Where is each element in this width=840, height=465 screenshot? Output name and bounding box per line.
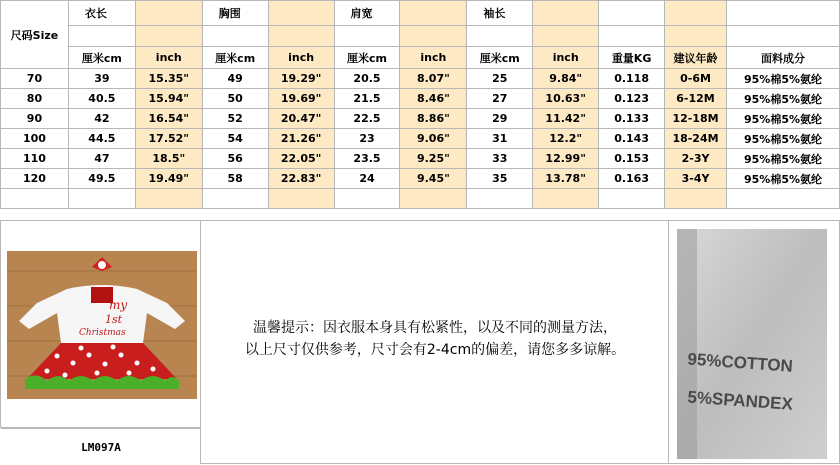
spacer-cell — [68, 26, 135, 47]
empty-cell — [533, 189, 599, 209]
measure-value: 19.49" — [135, 169, 202, 189]
measure-value: 56 — [202, 149, 268, 169]
spacer-cell — [467, 26, 533, 47]
measure-value: 9.84" — [533, 69, 599, 89]
group-age-pad — [665, 1, 727, 26]
group-length-pad — [135, 1, 202, 26]
measure-value: 19.69" — [268, 89, 334, 109]
unit-weight: 重量KG — [599, 47, 665, 69]
measure-value: 52 — [202, 109, 268, 129]
measure-value: 8.86" — [400, 109, 467, 129]
unit-age: 建议年龄 — [665, 47, 727, 69]
measure-value: 22.83" — [268, 169, 334, 189]
unit-chest-cm: 厘米cm — [202, 47, 268, 69]
empty-cell — [665, 189, 727, 209]
measure-value: 95%棉5%氨纶 — [726, 69, 839, 89]
measure-value: 25 — [467, 69, 533, 89]
measure-value: 12.99" — [533, 149, 599, 169]
size-row — [1, 89, 840, 109]
baby-dress-image — [7, 251, 197, 399]
measure-value: 21.5 — [334, 89, 400, 109]
measure-value: 31 — [467, 129, 533, 149]
measure-value: 95%棉5%氨纶 — [726, 129, 839, 149]
size-header: 尺码Size — [1, 1, 69, 69]
measure-value: 2-3Y — [665, 149, 727, 169]
empty-cell — [400, 189, 467, 209]
measure-value: 50 — [202, 89, 268, 109]
measure-value: 0.118 — [599, 69, 665, 89]
group-fabric-pad — [726, 1, 839, 26]
label-line-spandex: 5%SPANDEX — [686, 387, 794, 414]
measure-value: 18-24M — [665, 129, 727, 149]
measure-value: 9.06" — [400, 129, 467, 149]
spacer-cell — [533, 26, 599, 47]
group-chest-pad — [268, 1, 334, 26]
measure-value: 16.54" — [135, 109, 202, 129]
unit-sleeve-inch: inch — [533, 47, 599, 69]
measure-value: 54 — [202, 129, 268, 149]
product-photo — [7, 251, 197, 399]
measure-value: 9.25" — [400, 149, 467, 169]
unit-shoulder-cm: 厘米cm — [334, 47, 400, 69]
dress-text-christmas: Christmas — [79, 328, 126, 338]
measure-value: 3-4Y — [665, 169, 727, 189]
size-row — [1, 169, 840, 189]
measure-value: 20.5 — [334, 69, 400, 89]
size-chart-table — [0, 0, 840, 209]
size-value: 110 — [1, 149, 69, 169]
measure-value: 22.05" — [268, 149, 334, 169]
empty-cell — [1, 189, 69, 209]
measure-value: 18.5" — [135, 149, 202, 169]
measure-value: 49 — [202, 69, 268, 89]
measure-value: 95%棉5%氨纶 — [726, 109, 839, 129]
empty-cell — [467, 189, 533, 209]
measure-value: 95%棉5%氨纶 — [726, 149, 839, 169]
measure-value: 12.2" — [533, 129, 599, 149]
measure-value: 20.47" — [268, 109, 334, 129]
unit-length-inch: inch — [135, 47, 202, 69]
empty-cell — [726, 189, 839, 209]
measure-value: 21.26" — [268, 129, 334, 149]
measure-value: 95%棉5%氨纶 — [726, 89, 839, 109]
measure-value: 49.5 — [68, 169, 135, 189]
note-line-1: 温馨提示：因衣服本身具有松紧性，以及不同的测量方法， — [253, 320, 617, 336]
spacer-cell — [599, 26, 665, 47]
measure-value: 23.5 — [334, 149, 400, 169]
measure-value: 19.29" — [268, 69, 334, 89]
measure-value: 35 — [467, 169, 533, 189]
measure-value: 15.94" — [135, 89, 202, 109]
measure-value: 0.133 — [599, 109, 665, 129]
spacer-cell — [135, 26, 202, 47]
measure-value: 11.42" — [533, 109, 599, 129]
measure-value: 8.07" — [400, 69, 467, 89]
unit-sleeve-cm: 厘米cm — [467, 47, 533, 69]
photo-cell — [0, 220, 201, 454]
empty-cell — [68, 189, 135, 209]
header-row-groups — [1, 1, 840, 26]
measure-value: 0.163 — [599, 169, 665, 189]
size-row — [1, 129, 840, 149]
bottom-section — [0, 220, 840, 464]
measure-value: 9.45" — [400, 169, 467, 189]
group-chest: 胸围 — [202, 1, 268, 26]
note-cell — [200, 220, 669, 464]
dress-text-my: my — [109, 298, 128, 312]
spacer-cell — [268, 26, 334, 47]
measure-value: 44.5 — [68, 129, 135, 149]
measure-value: 10.63" — [533, 89, 599, 109]
measure-value: 8.46" — [400, 89, 467, 109]
size-value: 90 — [1, 109, 69, 129]
size-value: 80 — [1, 89, 69, 109]
empty-cell — [334, 189, 400, 209]
size-value: 100 — [1, 129, 69, 149]
measure-value: 23 — [334, 129, 400, 149]
size-value: 120 — [1, 169, 69, 189]
measure-value: 24 — [334, 169, 400, 189]
label-line-cotton: 95%COTTON — [686, 349, 794, 376]
measure-value: 15.35" — [135, 69, 202, 89]
empty-cell — [202, 189, 268, 209]
header-row-spacer — [1, 26, 840, 47]
measure-value: 39 — [68, 69, 135, 89]
measure-value: 40.5 — [68, 89, 135, 109]
measure-value: 12-18M — [665, 109, 727, 129]
measure-value: 29 — [467, 109, 533, 129]
measure-value: 42 — [68, 109, 135, 129]
dress-text-first: 1st — [105, 313, 123, 326]
spacer-cell — [400, 26, 467, 47]
measure-value: 47 — [68, 149, 135, 169]
size-note — [207, 317, 663, 361]
measure-value: 27 — [467, 89, 533, 109]
size-row — [1, 109, 840, 129]
measure-value: 95%棉5%氨纶 — [726, 169, 839, 189]
spacer-cell — [665, 26, 727, 47]
measure-value: 0.153 — [599, 149, 665, 169]
group-sleeve-pad — [533, 1, 599, 26]
label-cell — [668, 220, 840, 464]
group-weight-pad — [599, 1, 665, 26]
size-value: 70 — [1, 69, 69, 89]
empty-row — [1, 189, 840, 209]
empty-cell — [268, 189, 334, 209]
group-shoulder-pad — [400, 1, 467, 26]
unit-length-cm: 厘米cm — [68, 47, 135, 69]
size-row — [1, 69, 840, 89]
size-row — [1, 149, 840, 169]
measure-value: 0.123 — [599, 89, 665, 109]
group-length: 衣长 — [68, 1, 135, 26]
measure-value: 0.143 — [599, 129, 665, 149]
note-line-2: 以上尺寸仅供参考，尺寸会有2-4cm的偏差，请您多多谅解。 — [244, 342, 626, 358]
group-sleeve: 袖长 — [467, 1, 533, 26]
measure-value: 0-6M — [665, 69, 727, 89]
measure-value: 17.52" — [135, 129, 202, 149]
spacer-cell — [202, 26, 268, 47]
measure-value: 58 — [202, 169, 268, 189]
empty-cell — [599, 189, 665, 209]
group-shoulder: 肩宽 — [334, 1, 400, 26]
header-row-units — [1, 47, 840, 69]
fabric-label-photo — [677, 229, 827, 459]
measure-value: 13.78" — [533, 169, 599, 189]
measure-value: 33 — [467, 149, 533, 169]
fabric-label-image — [677, 229, 827, 459]
empty-cell — [135, 189, 202, 209]
product-code: LM097A — [81, 440, 121, 454]
measure-value: 6-12M — [665, 89, 727, 109]
measure-value: 22.5 — [334, 109, 400, 129]
unit-shoulder-inch: inch — [400, 47, 467, 69]
size-rows — [1, 69, 840, 189]
spacer-cell — [726, 26, 839, 47]
unit-fabric: 面料成分 — [726, 47, 839, 69]
unit-chest-inch: inch — [268, 47, 334, 69]
spacer-cell — [334, 26, 400, 47]
